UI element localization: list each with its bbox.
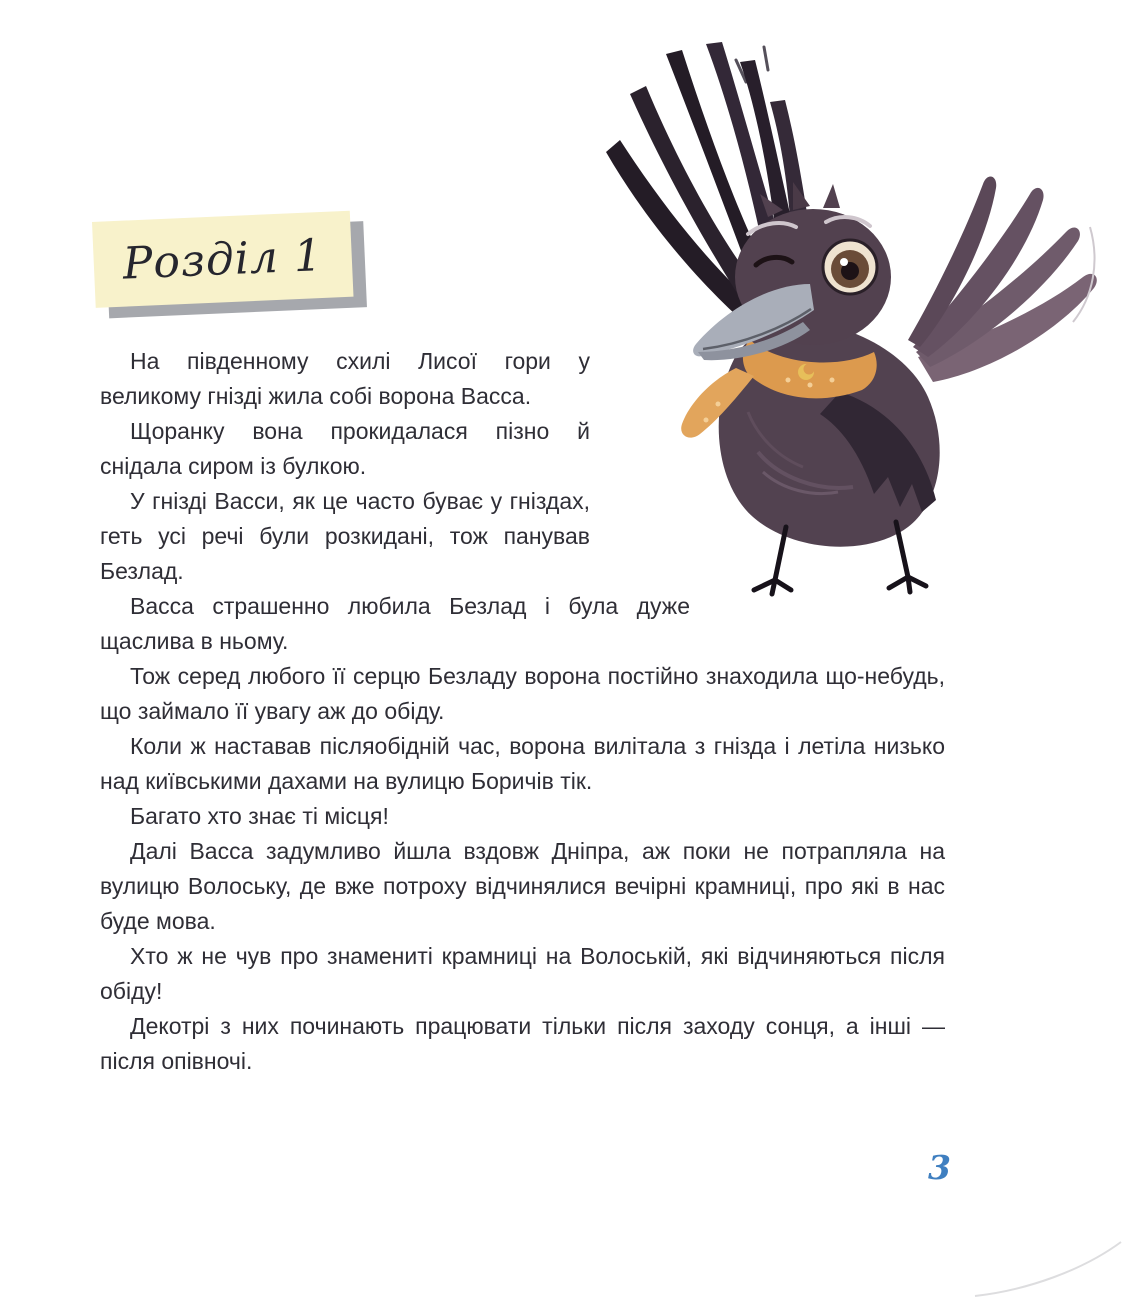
paragraph: Коли ж наставав післяобідній час, ворона вилітала з гнізда і летіла низько над київськими дахами на вулицю Боричів тік. [100, 733, 945, 794]
chapter-title: Розділ 1 [121, 229, 324, 290]
page-number: 3 [928, 1148, 951, 1187]
paragraph: Декотрі з них починають працювати тільки після заходу сонця, а інші — після опівночі. [100, 1013, 945, 1074]
paragraph: У гнізді Васси, як це часто буває у гніздах, геть усі речі були розкидані, тож панував Безлад. [100, 488, 590, 584]
paragraph: Хто ж не чув про знамениті крамниці на Волоській, які відчиняються після обіду! [100, 943, 945, 1004]
text-wrap-spacer [690, 589, 945, 659]
paragraph: На південному схилі Лисої гори у великому гнізді жила собі ворона Васса. [100, 348, 590, 409]
text-wrap-spacer [590, 344, 945, 589]
chapter-heading-note [92, 210, 368, 320]
paragraph: Тож серед любого її серцю Безладу ворона постійно знаходила що-небудь, що займало її увагу аж до обіду. [100, 663, 945, 724]
note-paper [92, 211, 354, 308]
paragraph: Далі Васса задумливо йшла вздовж Дніпра, аж поки не потрапляла на вулицю Волоську, де вже потроху відчинялися вечірні крамниці, про які в нас буде мова. [100, 838, 945, 934]
paragraph: Багато хто знає ті місця! [130, 803, 389, 829]
open-eye [823, 240, 877, 294]
story-text [100, 344, 945, 1079]
paragraph: Щоранку вона прокидалася пізно й снідала сиром із булкою. [100, 418, 590, 479]
page-curl-decoration [973, 1238, 1123, 1300]
paragraph: Васса страшенно любила Безлад і була дуже щаслива в ньому. [100, 593, 690, 654]
